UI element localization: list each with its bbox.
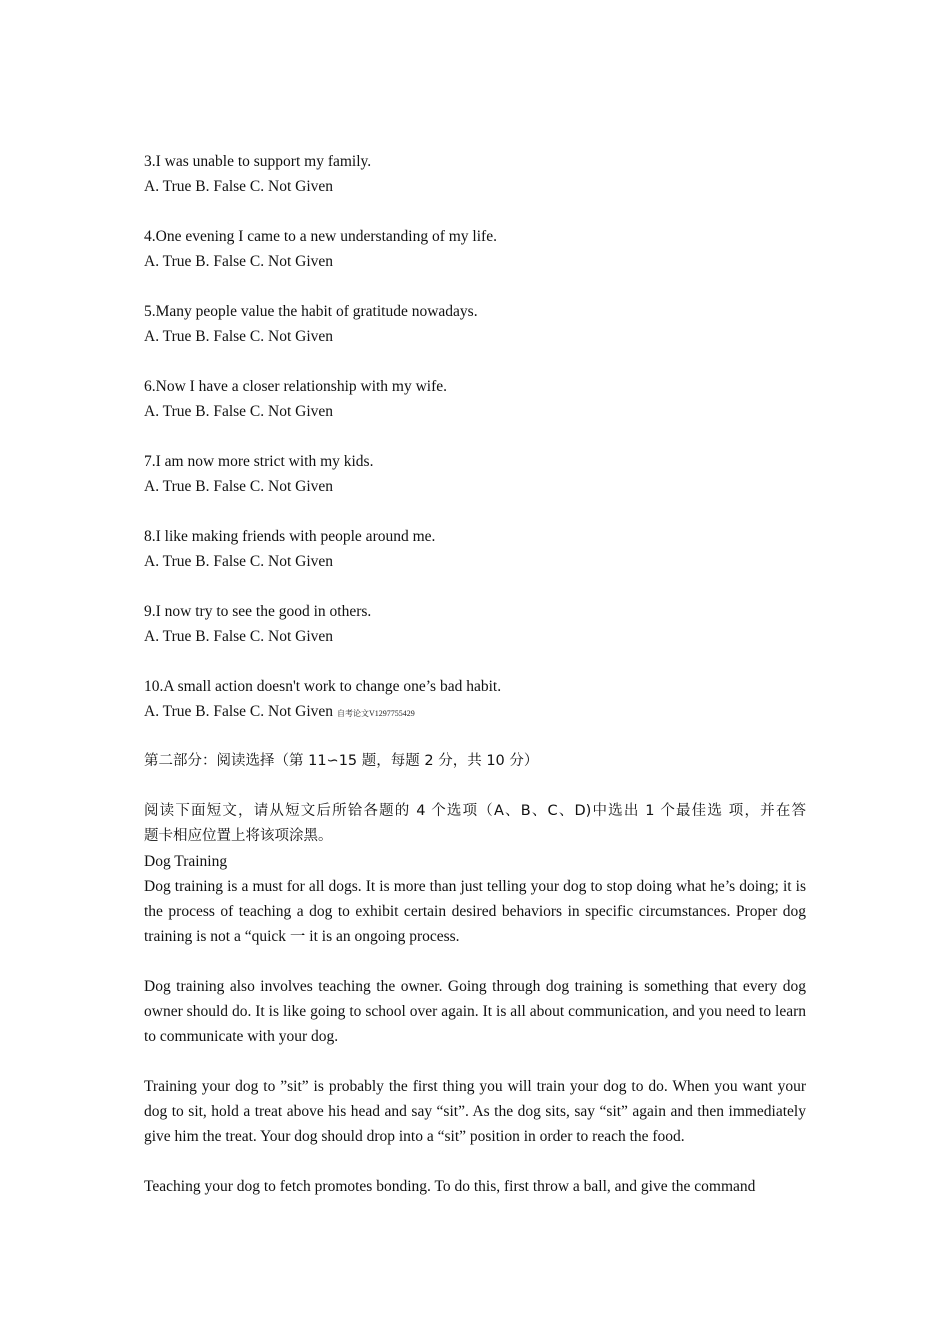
- question-options: A. True B. False C. Not Given: [144, 178, 334, 195]
- question-options: A. True B. False C. Not Given: [144, 478, 334, 495]
- question-block: [144, 374, 806, 424]
- question-block: [144, 224, 806, 274]
- question-block: [144, 299, 806, 349]
- question-options: A. True B. False C. Not Given: [144, 553, 334, 570]
- section-instructions-line2: 题卡相应位置上将该项涂黑。: [144, 828, 333, 844]
- question-block: [144, 524, 806, 574]
- question-options: A. True B. False C. Not Given: [144, 403, 334, 420]
- question-statement: 3.I was unable to support my family.: [144, 153, 372, 170]
- question-block: [144, 674, 806, 724]
- passage-paragraph: Teaching your dog to fetch promotes bonding. To do this, first throw a ball, and give the command: [144, 1178, 756, 1195]
- question-options: A. True B. False C. Not Given: [144, 328, 334, 345]
- passage-paragraph: Dog training also involves teaching the owner. Going through dog training is something that every dog owner should do. It is like going to school over again. It is all about communication, and you need to learn to communicate with your dog.: [144, 978, 806, 1045]
- question-statement: 4.One evening I came to a new understanding of my life.: [144, 228, 497, 245]
- question-statement: 5.Many people value the habit of gratitude nowadays.: [144, 303, 478, 320]
- watermark-note: 自考论文V1297755429: [337, 709, 415, 718]
- question-statement: 10.A small action doesn't work to change one’s bad habit.: [144, 678, 502, 695]
- section-heading: 第二部分：阅读选择（第 11∽15 题，每题 2 分，共 10 分）: [144, 753, 539, 769]
- question-block: [144, 449, 806, 499]
- question-options: A. True B. False C. Not Given: [144, 628, 334, 645]
- question-statement: 6.Now I have a closer relationship with my wife.: [144, 378, 448, 395]
- document-content: [144, 149, 806, 1199]
- question-options-with-note: [144, 699, 806, 724]
- passage-title: Dog Training: [144, 853, 228, 870]
- section-instructions-line1: 阅读下面短文，请从短文后所铪各题的 4 个选项（A、B、C、D)中选出 1 个最佳选 项，并在答: [144, 803, 806, 819]
- passage-paragraph: Dog training is a must for all dogs. It is more than just telling your dog to stop doing what he’s doing; it is the process of teaching a dog to exhibit certain desired behaviors in specific circumstances. Proper dog training is not a “quick 一 it is an ongoing process.: [144, 878, 806, 945]
- question-block: [144, 599, 806, 649]
- question-statement: 9.I now try to see the good in others.: [144, 603, 372, 620]
- passage-paragraph: Training your dog to ”sit” is probably the first thing you will train your dog to do. When you want your dog to sit, hold a treat above his head and say “sit”. As the dog sits, say “sit” again and then immediately give him the treat. Your dog should drop into a “sit” position in order to reach the food.: [144, 1078, 806, 1145]
- question-block: [144, 149, 806, 199]
- question-statement: 7.I am now more strict with my kids.: [144, 453, 374, 470]
- question-options: A. True B. False C. Not Given: [144, 703, 334, 720]
- question-statement: 8.I like making friends with people around me.: [144, 528, 436, 545]
- question-options: A. True B. False C. Not Given: [144, 253, 334, 270]
